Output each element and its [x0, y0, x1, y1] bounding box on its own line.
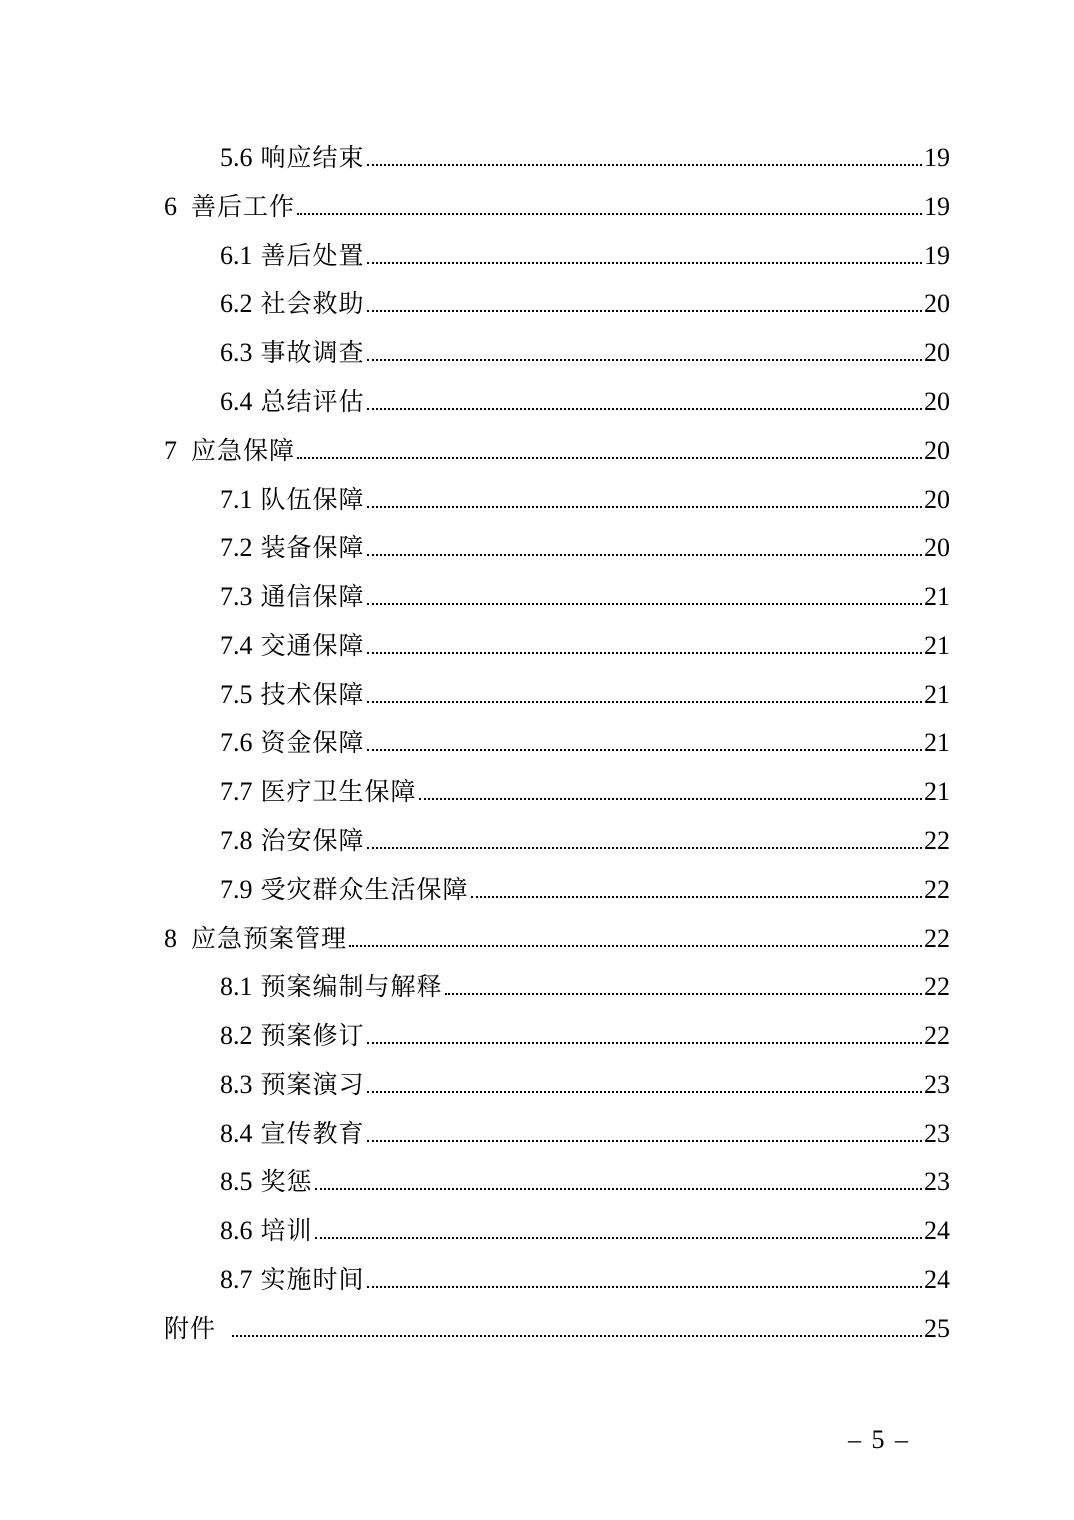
dot-leader [367, 652, 922, 654]
toc-entry-label: 6.1 善后处置 [220, 241, 365, 270]
toc-entry[interactable] [220, 377, 950, 417]
toc-entry-label: 7.8 治安保障 [220, 826, 365, 855]
dot-leader [367, 554, 922, 556]
toc-entry-page: 19 [924, 192, 950, 221]
toc-entry[interactable] [220, 816, 950, 856]
toc-entry[interactable] [220, 718, 950, 758]
toc-entry[interactable] [220, 1206, 950, 1246]
toc-chapter-entry[interactable] [164, 426, 950, 466]
toc-entry-page: 22 [924, 924, 950, 953]
toc-entry[interactable] [220, 621, 950, 661]
toc-entry-page: 20 [924, 485, 950, 514]
toc-entry-page: 22 [924, 1021, 950, 1050]
toc-entry[interactable] [220, 279, 950, 319]
toc-entry-page: 20 [924, 387, 950, 416]
toc-entry-label: 6.4 总结评估 [220, 387, 365, 416]
toc-entry-label: 7.6 资金保障 [220, 728, 365, 757]
toc-entry-page: 25 [924, 1314, 950, 1343]
dot-leader [367, 408, 922, 410]
toc-entry[interactable] [220, 1255, 950, 1295]
toc-entry-page: 23 [924, 1167, 950, 1196]
toc-entry-label: 6 善后工作 [164, 192, 296, 221]
toc-entry-label: 6.3 事故调查 [220, 338, 365, 367]
toc-entry-label: 7.9 受灾群众生活保障 [220, 875, 469, 904]
toc-entry-label: 8.5 奖惩 [220, 1167, 313, 1196]
toc-entry-page: 22 [924, 875, 950, 904]
toc-entry[interactable] [220, 962, 950, 1002]
toc-entry[interactable] [220, 1157, 950, 1197]
toc-entry-label: 7.5 技术保障 [220, 680, 365, 709]
toc-entry[interactable] [220, 328, 950, 368]
toc-entry-label: 7.2 装备保障 [220, 533, 365, 562]
dot-leader [445, 993, 922, 995]
toc-entry-page: 23 [924, 1070, 950, 1099]
toc-entry-label: 8.4 宣传教育 [220, 1119, 365, 1148]
dot-leader [367, 1140, 922, 1142]
toc-entry[interactable] [220, 670, 950, 710]
dot-leader [367, 1042, 922, 1044]
page-number: – 5 – [848, 1425, 910, 1454]
dot-leader [471, 896, 922, 898]
dot-leader [367, 847, 922, 849]
toc-entry-label: 8.3 预案演习 [220, 1070, 365, 1099]
dot-leader [367, 1286, 922, 1288]
toc-entry-label: 7 应急保障 [164, 436, 296, 465]
toc-chapter-entry[interactable] [164, 914, 950, 954]
toc-entry[interactable] [220, 231, 950, 271]
toc-appendix-entry[interactable] [164, 1304, 950, 1344]
toc-entry-page: 22 [924, 826, 950, 855]
toc-entry-label: 8.7 实施时间 [220, 1265, 365, 1294]
toc-entry-page: 21 [924, 680, 950, 709]
toc-entry-page: 21 [924, 582, 950, 611]
toc-entry-label: 6.2 社会救助 [220, 289, 365, 318]
toc-entry-page: 23 [924, 1119, 950, 1148]
toc-entry[interactable] [220, 572, 950, 612]
toc-entry[interactable] [220, 1109, 950, 1149]
dot-leader [297, 213, 922, 215]
dot-leader [419, 798, 922, 800]
toc-entry[interactable] [220, 523, 950, 563]
toc-entry-page: 21 [924, 777, 950, 806]
toc-entry-page: 20 [924, 436, 950, 465]
dot-leader [367, 749, 922, 751]
toc-entry-page: 20 [924, 533, 950, 562]
toc-entry-page: 22 [924, 972, 950, 1001]
toc-entry-label: 7.3 通信保障 [220, 582, 365, 611]
dot-leader [367, 262, 922, 264]
dot-leader [367, 603, 922, 605]
toc-entry-page: 19 [924, 143, 950, 172]
toc-entry-label: 附件 [164, 1314, 217, 1343]
dot-leader [349, 945, 922, 947]
toc-entry-page: 24 [924, 1216, 950, 1245]
dot-leader [367, 164, 922, 166]
toc-entry-page: 24 [924, 1265, 950, 1294]
toc-entry-label: 8.2 预案修订 [220, 1021, 365, 1050]
dot-leader [367, 1091, 922, 1093]
toc-entry[interactable] [220, 133, 950, 173]
toc-entry-label: 8.1 预案编制与解释 [220, 972, 443, 1001]
toc-entry-label: 7.4 交通保障 [220, 631, 365, 660]
toc-entry-page: 21 [924, 728, 950, 757]
toc-entry-label: 8.6 培训 [220, 1216, 313, 1245]
dot-leader [367, 506, 922, 508]
toc-entry-page: 21 [924, 631, 950, 660]
dot-leader [315, 1188, 922, 1190]
dot-leader [367, 701, 922, 703]
toc-entry[interactable] [220, 475, 950, 515]
toc-entry[interactable] [220, 865, 950, 905]
toc-entry-page: 20 [924, 289, 950, 318]
dot-leader [315, 1237, 922, 1239]
toc-entry[interactable] [220, 1011, 950, 1051]
toc-chapter-entry[interactable] [164, 182, 950, 222]
toc-entry-label: 7.7 医疗卫生保障 [220, 777, 417, 806]
dot-leader [297, 457, 922, 459]
toc-entry-label: 7.1 队伍保障 [220, 485, 365, 514]
toc-entry[interactable] [220, 1060, 950, 1100]
toc-entry-page: 20 [924, 338, 950, 367]
toc-entry-page: 19 [924, 241, 950, 270]
toc-entry-label: 5.6 响应结束 [220, 143, 365, 172]
toc-entry-label: 8 应急预案管理 [164, 924, 348, 953]
dot-leader [367, 310, 922, 312]
dot-leader [232, 1335, 922, 1337]
dot-leader [367, 359, 922, 361]
toc-entry[interactable] [220, 767, 950, 807]
